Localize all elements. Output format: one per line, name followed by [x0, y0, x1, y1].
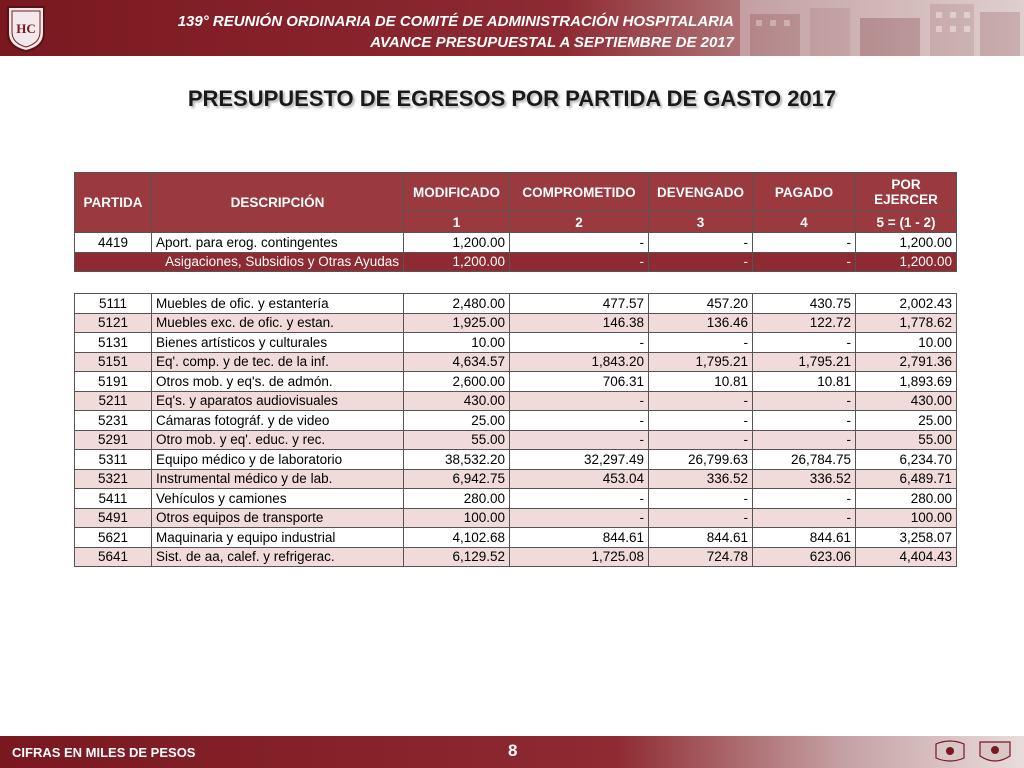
cell-partida: 5111 [75, 294, 152, 314]
cell-comprometido: - [510, 430, 649, 450]
subtotal-pagado: - [753, 252, 856, 272]
header-modificado: MODIFICADO [404, 173, 510, 212]
header-por-ejercer-line2: EJERCER [874, 192, 938, 207]
cell-descripcion: Muebles de ofic. y estantería [152, 294, 404, 314]
header-pagado: PAGADO [753, 173, 856, 212]
cell-comprometido: 477.57 [510, 294, 649, 314]
cell-comprometido: - [510, 508, 649, 528]
cell-por-ejercer: 1,778.62 [856, 313, 957, 333]
cell-comprometido: 453.04 [510, 469, 649, 489]
cell-partida: 5151 [75, 352, 152, 372]
cell-partida: 5321 [75, 469, 152, 489]
cell-por-ejercer: 55.00 [856, 430, 957, 450]
cell-pagado: - [753, 333, 856, 353]
cell-modificado: 100.00 [404, 508, 510, 528]
cell-partida: 5131 [75, 333, 152, 353]
cell-por-ejercer: 2,791.36 [856, 352, 957, 372]
cell-pagado: 26,784.75 [753, 450, 856, 470]
footer-crest-icons [930, 738, 1020, 766]
cell-pagado: 1,795.21 [753, 352, 856, 372]
subtotal-row [75, 252, 957, 272]
cell-modificado: 1,200.00 [404, 233, 510, 253]
header-num-2: 2 [510, 212, 649, 233]
cell-devengado: - [649, 233, 753, 253]
table-row [75, 233, 957, 253]
cell-descripcion: Otro mob. y eq'. educ. y rec. [152, 430, 404, 450]
cell-modificado: 6,942.75 [404, 469, 510, 489]
cell-devengado: 844.61 [649, 528, 753, 548]
cell-partida: 5641 [75, 547, 152, 567]
header-por-ejercer [856, 173, 957, 212]
header-num-5: 5 = (1 - 2) [856, 212, 957, 233]
budget-table-section-2 [74, 293, 957, 567]
cell-por-ejercer: 6,234.70 [856, 450, 957, 470]
header-num-1: 1 [404, 212, 510, 233]
cell-descripcion: Muebles exc. de ofic. y estan. [152, 313, 404, 333]
cell-por-ejercer: 10.00 [856, 333, 957, 353]
table-row [75, 352, 957, 372]
cell-partida: 4419 [75, 233, 152, 253]
cell-modificado: 4,634.57 [404, 352, 510, 372]
cell-pagado: 430.75 [753, 294, 856, 314]
cell-comprometido: - [510, 333, 649, 353]
cell-partida: 5411 [75, 489, 152, 509]
subtotal-por-ejercer: 1,200.00 [856, 252, 957, 272]
meeting-title: 139° REUNIÓN ORDINARIA DE COMITÉ DE ADMINISTRACIÓN HOSPITALARIA [177, 13, 734, 30]
cell-partida: 5621 [75, 528, 152, 548]
cell-por-ejercer: 100.00 [856, 508, 957, 528]
currency-note: CIFRAS EN MILES DE PESOS [12, 745, 196, 760]
cell-comprometido: - [510, 233, 649, 253]
table-row [75, 547, 957, 567]
cell-partida: 5311 [75, 450, 152, 470]
cell-modificado: 430.00 [404, 391, 510, 411]
cell-pagado: - [753, 411, 856, 431]
cell-devengado: 26,799.63 [649, 450, 753, 470]
cell-descripcion: Equipo médico y de laboratorio [152, 450, 404, 470]
header-comprometido: COMPROMETIDO [510, 173, 649, 212]
cell-por-ejercer: 4,404.43 [856, 547, 957, 567]
cell-descripcion: Bienes artísticos y culturales [152, 333, 404, 353]
cell-descripcion: Otros equipos de transporte [152, 508, 404, 528]
cell-descripcion: Eq's. y aparatos audiovisuales [152, 391, 404, 411]
cell-devengado: 457.20 [649, 294, 753, 314]
cell-comprometido: - [510, 489, 649, 509]
cell-devengado: 10.81 [649, 372, 753, 392]
cell-modificado: 280.00 [404, 489, 510, 509]
cell-pagado: 623.06 [753, 547, 856, 567]
cell-devengado: 1,795.21 [649, 352, 753, 372]
table-row [75, 489, 957, 509]
cell-devengado: - [649, 391, 753, 411]
cell-descripcion: Vehículos y camiones [152, 489, 404, 509]
cell-pagado: 336.52 [753, 469, 856, 489]
cell-por-ejercer: 6,489.71 [856, 469, 957, 489]
table-row [75, 372, 957, 392]
cell-pagado: - [753, 508, 856, 528]
cell-pagado: - [753, 391, 856, 411]
header-num-3: 3 [649, 212, 753, 233]
cell-descripcion: Sist. de aa, calef. y refrigerac. [152, 547, 404, 567]
cell-devengado: 136.46 [649, 313, 753, 333]
subtotal-devengado: - [649, 252, 753, 272]
cell-descripcion: Eq'. comp. y de tec. de la inf. [152, 352, 404, 372]
cell-comprometido: - [510, 391, 649, 411]
cell-pagado: 122.72 [753, 313, 856, 333]
table-row [75, 450, 957, 470]
cell-partida: 5491 [75, 508, 152, 528]
cell-partida: 5211 [75, 391, 152, 411]
header-partida: PARTIDA [75, 173, 152, 233]
cell-descripcion: Instrumental médico y de lab. [152, 469, 404, 489]
cell-modificado: 25.00 [404, 411, 510, 431]
budget-table-section-1 [74, 172, 957, 272]
cell-modificado: 6,129.52 [404, 547, 510, 567]
cell-pagado: - [753, 233, 856, 253]
table-row [75, 294, 957, 314]
header-por-ejercer-line1: POR [891, 177, 921, 192]
subtotal-modificado: 1,200.00 [404, 252, 510, 272]
cell-devengado: - [649, 411, 753, 431]
page-title: PRESUPUESTO DE EGRESOS POR PARTIDA DE GASTO 2017 [187, 86, 837, 111]
cell-devengado: - [649, 430, 753, 450]
header-descripcion: DESCRIPCIÓN [152, 173, 404, 233]
cell-modificado: 2,600.00 [404, 372, 510, 392]
cell-comprometido: 1,725.08 [510, 547, 649, 567]
header-num-4: 4 [753, 212, 856, 233]
cell-por-ejercer: 1,893.69 [856, 372, 957, 392]
cell-descripcion: Cámaras fotográf. y de video [152, 411, 404, 431]
table-row [75, 430, 957, 450]
page-number: 8 [508, 741, 518, 760]
cell-por-ejercer: 430.00 [856, 391, 957, 411]
cell-pagado: 10.81 [753, 372, 856, 392]
table-row [75, 411, 957, 431]
cell-por-ejercer: 1,200.00 [856, 233, 957, 253]
subtotal-label: Asigaciones, Subsidios y Otras Ayudas [75, 252, 404, 272]
cell-comprometido: 32,297.49 [510, 450, 649, 470]
cell-partida: 5121 [75, 313, 152, 333]
cell-comprometido: - [510, 411, 649, 431]
cell-devengado: 724.78 [649, 547, 753, 567]
university-crest-icon [4, 3, 48, 53]
slide-footer [0, 736, 1024, 768]
section-2-body [75, 294, 957, 567]
cell-pagado: 844.61 [753, 528, 856, 548]
cell-modificado: 55.00 [404, 430, 510, 450]
cell-descripcion: Aport. para erog. contingentes [152, 233, 404, 253]
cell-por-ejercer: 25.00 [856, 411, 957, 431]
cell-devengado: 336.52 [649, 469, 753, 489]
slide-header [0, 0, 1024, 56]
cell-pagado: - [753, 430, 856, 450]
cell-devengado: - [649, 489, 753, 509]
table-row [75, 333, 957, 353]
hospital-buildings-photo [740, 0, 1024, 56]
svg-text:HC: HC [16, 21, 36, 36]
cell-modificado: 1,925.00 [404, 313, 510, 333]
cell-modificado: 10.00 [404, 333, 510, 353]
cell-pagado: - [753, 489, 856, 509]
cell-descripcion: Maquinaria y equipo industrial [152, 528, 404, 548]
cell-modificado: 4,102.68 [404, 528, 510, 548]
cell-modificado: 38,532.20 [404, 450, 510, 470]
cell-por-ejercer: 280.00 [856, 489, 957, 509]
subtotal-comprometido: - [510, 252, 649, 272]
cell-comprometido: 706.31 [510, 372, 649, 392]
header-devengado: DEVENGADO [649, 173, 753, 212]
cell-por-ejercer: 3,258.07 [856, 528, 957, 548]
table-row [75, 469, 957, 489]
cell-por-ejercer: 2,002.43 [856, 294, 957, 314]
table-row [75, 391, 957, 411]
table-row [75, 528, 957, 548]
report-subtitle: AVANCE PRESUPUESTAL A SEPTIEMBRE DE 2017 [370, 34, 734, 51]
cell-devengado: - [649, 333, 753, 353]
table-row [75, 313, 957, 333]
cell-partida: 5191 [75, 372, 152, 392]
cell-comprometido: 1,843.20 [510, 352, 649, 372]
cell-comprometido: 844.61 [510, 528, 649, 548]
cell-devengado: - [649, 508, 753, 528]
cell-comprometido: 146.38 [510, 313, 649, 333]
cell-modificado: 2,480.00 [404, 294, 510, 314]
table-row [75, 508, 957, 528]
cell-partida: 5291 [75, 430, 152, 450]
cell-descripcion: Otros mob. y eq's. de admón. [152, 372, 404, 392]
cell-partida: 5231 [75, 411, 152, 431]
